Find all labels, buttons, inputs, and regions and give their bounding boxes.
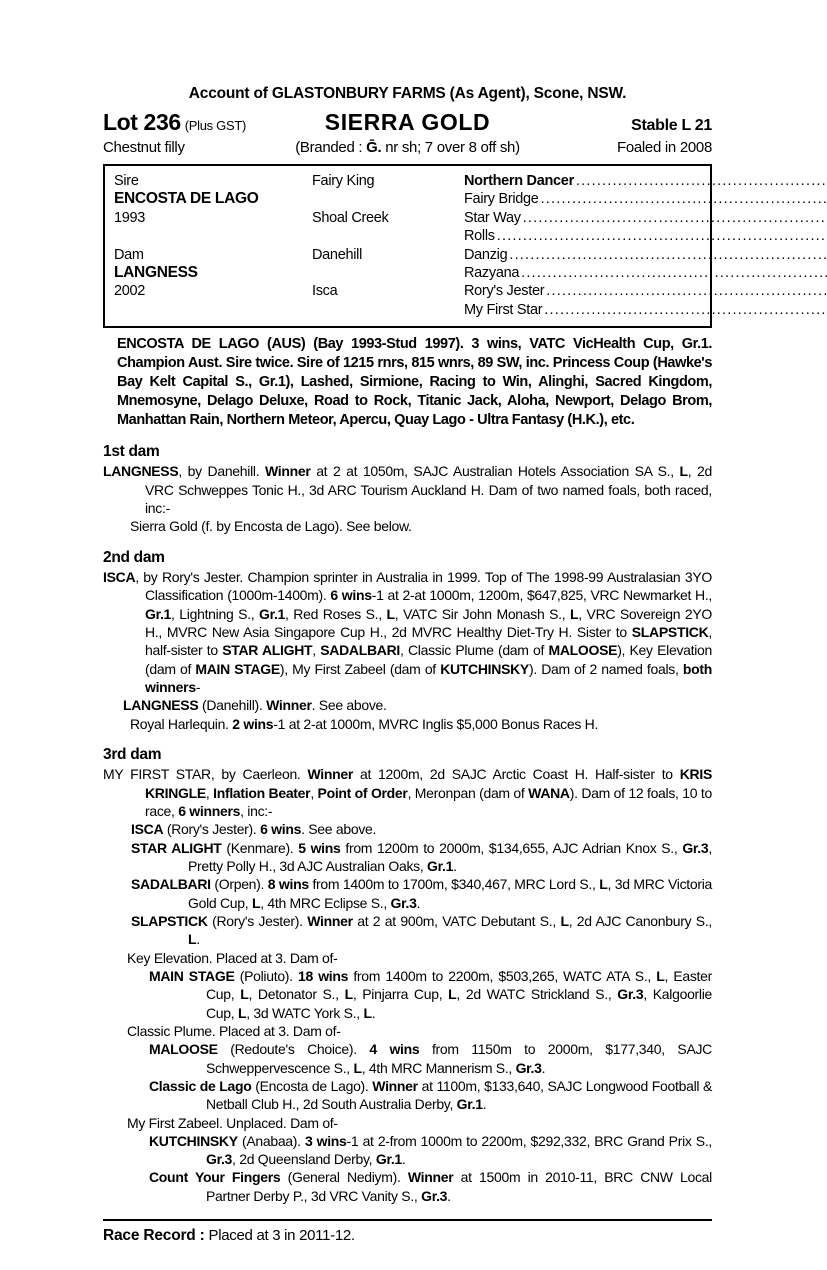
dot-leader bbox=[497, 227, 827, 245]
bold-text: Inflation Beater bbox=[213, 784, 311, 801]
bold-text: KUTCHINSKY bbox=[440, 660, 529, 677]
dot-leader bbox=[509, 246, 827, 264]
bold-text: 18 wins bbox=[297, 967, 349, 984]
dot-leader bbox=[546, 282, 827, 300]
bold-text: 3rd dam bbox=[103, 745, 162, 763]
bold-text: L bbox=[237, 1004, 247, 1021]
bold-text: KRIS KRINGLE bbox=[145, 766, 712, 801]
bold-text: Gr.3 bbox=[682, 839, 709, 856]
bold-text: SLAPSTICK bbox=[631, 624, 709, 640]
dot-leader bbox=[521, 264, 827, 282]
dot-leader bbox=[523, 209, 827, 227]
dam-sire: Danehill bbox=[312, 246, 362, 263]
bold-text: LANGNESS bbox=[123, 697, 199, 714]
gen3-ancestor: Rolls bbox=[464, 228, 495, 245]
progeny-kutchinsky: KUTCHINSKY (Anabaa). 3 wins-1 at 2-from 1000m to 2200m, $292,332, BRC Grand Prix S., Gr.3, 2d Queensland Derby, Gr.1. bbox=[149, 1132, 712, 1168]
gen3-ancestor: Star Way bbox=[464, 209, 521, 226]
progeny-count-your-fingers: Count Your Fingers (General Nediym). Winner at 1500m in 2010-11, BRC CNW Local Partner Derby P., 3d VRC Vanity S., Gr.3. bbox=[149, 1169, 712, 1204]
bold-text: Winner bbox=[307, 912, 353, 929]
gen3-row bbox=[464, 209, 827, 227]
bold-text: STAR ALIGHT bbox=[131, 839, 222, 856]
sire-label: Sire bbox=[114, 173, 139, 190]
bold-text: Gr.1 bbox=[375, 1151, 402, 1168]
bold-text: 5 wins bbox=[298, 839, 341, 856]
bold-text: Gr.3 bbox=[617, 986, 644, 1003]
bold-text: L bbox=[560, 912, 569, 929]
bold-text: WANA bbox=[528, 784, 570, 801]
gen3-ancestor: Northern Dancer bbox=[464, 173, 574, 190]
bold-text: 4 wins bbox=[369, 1041, 420, 1058]
bold-text: MALOOSE bbox=[548, 642, 618, 659]
bold-text: 2nd dam bbox=[103, 548, 165, 566]
progeny-star-alight: STAR ALIGHT (Kenmare). 5 wins from 1200m to 2000m, $134,655, AJC Adrian Knox S., Gr.3, Pretty Polly H., 3d AJC Australian Oaks, Gr.1. bbox=[131, 839, 712, 874]
bold-text: 8 wins bbox=[267, 876, 309, 893]
progeny-sadalbari: SADALBARI (Orpen). 8 wins from 1400m to 1700m, $340,467, MRC Lord S., L, 3d MRC Victoria Gold Cup, L, 4th MRC Eclipse S., Gr.3. bbox=[131, 876, 713, 911]
bold-text: L bbox=[570, 605, 579, 622]
gen3-row bbox=[464, 246, 827, 264]
dam-dam: Isca bbox=[312, 283, 338, 300]
sire-year: 1993 bbox=[114, 209, 146, 226]
foal-entry-royal-harlequin: Royal Harlequin. 2 wins-1 at 2-at 1000m, MVRC Inglis $5,000 Bonus Races H. bbox=[130, 715, 599, 732]
bold-text: Gr.3 bbox=[206, 1151, 233, 1168]
brand-line bbox=[285, 138, 530, 158]
account-line: Account of GLASTONBURY FARMS (As Agent), Scone, NSW. bbox=[188, 85, 627, 102]
brand-suffix: nr sh; 7 over 8 off sh) bbox=[381, 139, 520, 157]
bold-text: SADALBARI bbox=[131, 876, 211, 893]
dam-entry-my-first-star: MY FIRST STAR, by Caerleon. Winner at 1200m, 2d SAJC Arctic Coast H. Half-sister to KRIS KRINGLE, Inflation Beater, Point of Order, Meronpan (dam of WANA). Dam of 12 foals, 10 to race, 6 winners, inc:- bbox=[103, 766, 712, 819]
bold-text: Winner bbox=[372, 1077, 418, 1094]
bold-text: STAR ALIGHT bbox=[222, 642, 313, 659]
bold-text: SLAPSTICK bbox=[131, 912, 208, 929]
description-row bbox=[103, 138, 712, 158]
gen3-row bbox=[464, 190, 827, 208]
gen3-ancestor: Fairy Bridge bbox=[464, 191, 539, 208]
bold-text: 1st dam bbox=[103, 443, 160, 461]
bold-text: L bbox=[251, 894, 261, 911]
dam-entry-isca: ISCA, by Rory's Jester. Champion sprinter in Australia in 1999. Top of The 1998-99 Australasian 3YO Classification (1000m-1400m). 6 wins-1 at 2-at 1000m, 1200m, $647,825, VRC Newmarket H., Gr.1, Lightning S., Gr.1, Red Roses S., L, VATC Sir John Monash S., L, VRC Sovereign 2YO H., MVRC New Asia Singapore Cup H., 2d MVRC Healthy Diet-Try H. Sister to SLAPSTICK, half-sister to STAR ALIGHT, SADALBARI, Classic Plume (dam of MALOOSE), Key Elevation (dam of MAIN STAGE), My First Zabeel (dam of KUTCHINSKY). Dam of 2 named foals, both winners- bbox=[103, 569, 713, 695]
gst-note: (Plus GST) bbox=[184, 118, 247, 134]
bold-text: L bbox=[240, 986, 249, 1003]
bold-text: Classic de Lago bbox=[149, 1077, 252, 1094]
bold-text: 2 wins bbox=[232, 715, 274, 732]
sire-name: ENCOSTA DE LAGO bbox=[114, 190, 259, 208]
bold-text: Winner bbox=[266, 697, 312, 714]
progeny-maloose: MALOOSE (Redoute's Choice). 4 wins from 1150m to 2000m, $177,340, SAJC Schweppervescence S., L, 4th MRC Mannerism S., Gr.3. bbox=[149, 1041, 712, 1076]
race-record-text: Placed at 3 in 2011-12. bbox=[204, 1227, 355, 1245]
dot-leader bbox=[541, 190, 827, 208]
gen3-ancestor: Danzig bbox=[464, 246, 508, 263]
bold-text: Winner bbox=[407, 1169, 454, 1186]
bold-text: L bbox=[188, 931, 197, 948]
bold-text: Gr.3 bbox=[515, 1059, 542, 1076]
bold-text: ENCOSTA DE LAGO (AUS) (Bay 1993-Stud 1997). 3 wins, VATC VicHealth Cup, Gr.1. Champion Aust. Sire twice. Sire of 1215 rnrs, 815 wnrs, 89 SW, inc. Princess Coup (Hawke's Bay Kelt Capital S., Gr.1), Lashed, Sirmione, Racing to Win, Alinghi, Sacred Kingdom, Mnemosyne, Delago Deluxe, Road to Rock, Titanic Jack, Aloha, Newport, Delago Brom, Manhattan Rain, Northern Meteor, Apercu, Quay Lago - Ultra Fantasy (H.K.), etc. bbox=[117, 336, 712, 429]
bold-text: Gr.1 bbox=[145, 605, 172, 622]
foaled-year: Foaled in 2008 bbox=[616, 139, 712, 157]
gen3-ancestor: My First Star bbox=[464, 301, 543, 318]
pedigree-table bbox=[103, 164, 712, 328]
branch-key-elevation: Key Elevation. Placed at 3. Dam of- bbox=[127, 949, 338, 966]
bold-text: Gr.1 bbox=[427, 857, 454, 874]
gen3-row bbox=[464, 172, 827, 190]
bold-text: ISCA bbox=[131, 821, 164, 838]
dam-name: LANGNESS bbox=[114, 264, 198, 282]
dam-entry-langness: LANGNESS, by Danehill. Winner at 2 at 1050m, SAJC Australian Hotels Association SA S., L, 2d VRC Schweppes Tonic H., 3d ARC Tourism Auckland H. Dam of two named foals, both raced, inc:- bbox=[103, 463, 713, 517]
first-dam-heading bbox=[103, 442, 712, 462]
brand-glyph: Ḡ. bbox=[366, 139, 382, 157]
foal-entry-langness: LANGNESS (Danehill). Winner. See above. bbox=[123, 697, 387, 714]
stable-number: Stable L 21 bbox=[631, 117, 712, 135]
progeny-main-stage: MAIN STAGE (Poliuto). 18 wins from 1400m to 2200m, $503,265, WATC ATA S., L, Easter Cup, L, Detonator S., L, Pinjarra Cup, L, 2d WATC Strickland S., Gr.3, Kalgoorlie Cup, L, 3d WATC York S., L. bbox=[149, 967, 713, 1021]
bold-text: L bbox=[363, 1004, 372, 1021]
gen3-row bbox=[464, 264, 827, 282]
gen3-row bbox=[464, 301, 827, 319]
progeny-slapstick: SLAPSTICK (Rory's Jester). Winner at 2 at 900m, VATC Debutant S., L, 2d AJC Canonbury S., L. bbox=[131, 912, 713, 948]
bold-text: L bbox=[386, 605, 395, 622]
brand-prefix: (Branded : bbox=[295, 139, 367, 157]
lot-left bbox=[103, 107, 315, 137]
lot-number: Lot 236 bbox=[103, 109, 181, 136]
bold-text: L bbox=[353, 1059, 362, 1076]
race-record bbox=[103, 1219, 712, 1246]
branch-classic-plume: Classic Plume. Placed at 3. Dam of- bbox=[127, 1022, 341, 1039]
second-dam-heading bbox=[103, 548, 712, 568]
gen3-row bbox=[464, 282, 827, 300]
bold-text: both winners bbox=[145, 660, 712, 695]
bold-text: MAIN STAGE bbox=[195, 660, 280, 677]
gen3-row bbox=[464, 227, 827, 245]
dam-label: Dam bbox=[114, 246, 144, 263]
bold-text: L bbox=[448, 986, 457, 1003]
progeny-classic-de-lago: Classic de Lago (Encosta de Lago). Winner at 1100m, $133,640, SAJC Longwood Football & Netball Club H., 2d South Australia Derby, Gr.1. bbox=[149, 1077, 713, 1113]
bold-text: MALOOSE bbox=[149, 1041, 218, 1058]
bold-text: MAIN STAGE bbox=[149, 967, 235, 984]
bold-text: 6 wins bbox=[260, 821, 302, 838]
gen3-ancestor: Razyana bbox=[464, 265, 520, 282]
foal-entry-sierra-gold: Sierra Gold (f. by Encosta de Lago). See below. bbox=[130, 518, 412, 535]
colour-sex: Chestnut filly bbox=[103, 139, 185, 157]
pedigree-body bbox=[103, 335, 712, 1205]
horse-name: SIERRA GOLD bbox=[324, 109, 491, 136]
bold-text: Gr.3 bbox=[421, 1187, 448, 1204]
bold-text: Gr.3 bbox=[390, 894, 417, 911]
dot-leader bbox=[576, 172, 827, 190]
bold-text: 6 winners bbox=[178, 802, 241, 819]
bold-text: ISCA bbox=[103, 569, 136, 586]
bold-text: L bbox=[679, 463, 688, 480]
bold-text: SADALBARI bbox=[320, 642, 401, 659]
sire-sire: Fairy King bbox=[312, 173, 375, 190]
branch-my-first-zabeel: My First Zabeel. Unplaced. Dam of- bbox=[127, 1114, 338, 1131]
bold-text: 3 wins bbox=[304, 1132, 347, 1149]
bold-text: 6 wins bbox=[330, 587, 372, 604]
bold-text: L bbox=[599, 876, 608, 893]
bold-text: Gr.1 bbox=[259, 605, 286, 622]
lot-row bbox=[103, 107, 712, 137]
gen3-ancestor: Rory's Jester bbox=[464, 283, 545, 300]
bold-text: Point of Order bbox=[317, 784, 408, 801]
dot-leader bbox=[544, 301, 827, 319]
bold-text: L bbox=[656, 967, 665, 984]
third-dam-heading bbox=[103, 745, 712, 765]
dam-year: 2002 bbox=[114, 283, 146, 300]
bold-text: L bbox=[344, 986, 353, 1003]
sire-dam: Shoal Creek bbox=[312, 209, 389, 226]
bold-text: LANGNESS bbox=[103, 463, 179, 480]
bold-text: Count Your Fingers bbox=[149, 1169, 281, 1186]
bold-text: Winner bbox=[307, 766, 354, 783]
bold-text: Gr.1 bbox=[456, 1096, 483, 1113]
progeny-isca: ISCA (Rory's Jester). 6 wins. See above. bbox=[131, 821, 377, 838]
race-record-label: Race Record : bbox=[103, 1227, 205, 1245]
bold-text: Winner bbox=[264, 463, 311, 480]
sire-summary bbox=[117, 335, 712, 430]
bold-text: KUTCHINSKY bbox=[149, 1132, 238, 1149]
